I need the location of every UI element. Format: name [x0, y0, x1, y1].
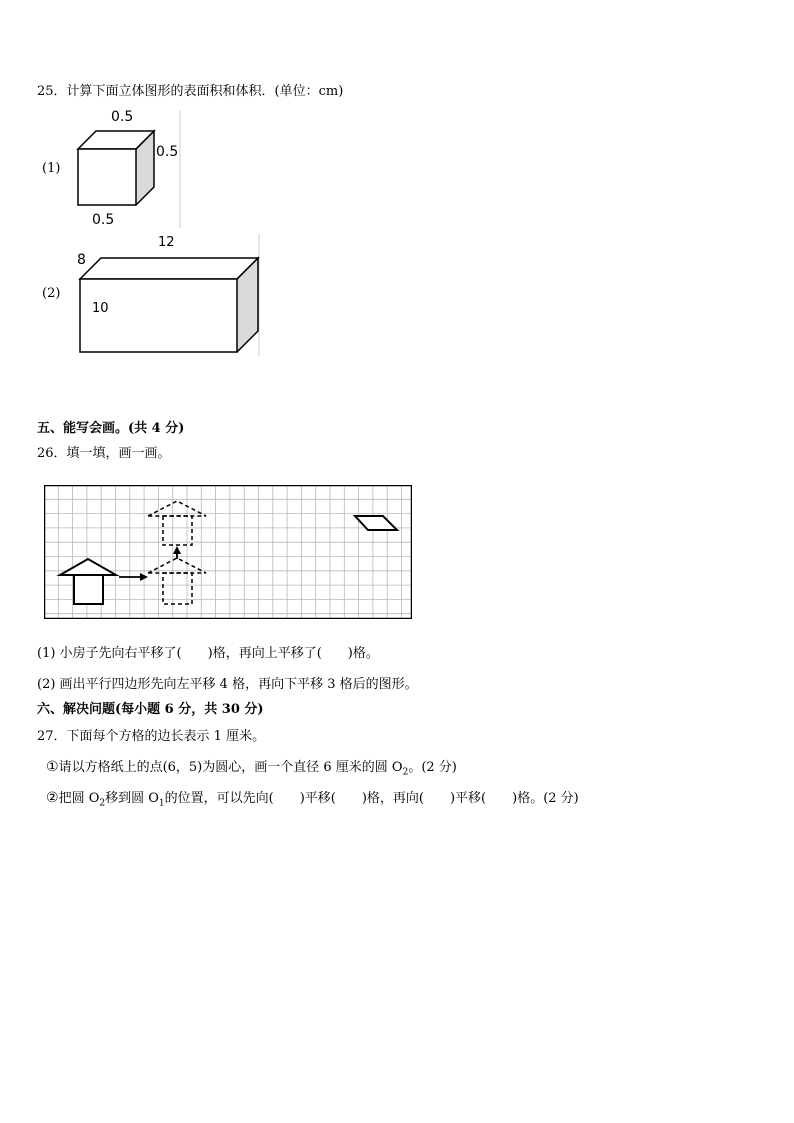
original-house	[60, 559, 116, 604]
item2-text-b: 移到圆 O	[105, 791, 159, 806]
arrow-right	[119, 573, 148, 581]
item1-text-b: 。(2 分)	[408, 760, 457, 775]
dashed-house-moved-up	[148, 501, 206, 545]
section6-title: 六、解决问题(每小题 6 分，共 30 分)	[37, 702, 264, 717]
cuboid-length-dimension: 12	[158, 235, 175, 250]
item2-text-a: 把圆 O	[58, 791, 100, 806]
item2-circled-number: ②	[46, 790, 59, 806]
q26-sub2: (2) 画出平行四边形先向左平移 4 格，再向下平移 3 格后的图形。	[37, 677, 418, 692]
arrow-up	[173, 546, 181, 559]
cuboid-height-dimension: 10	[92, 301, 109, 316]
item2-subscript-1: 2	[99, 798, 106, 809]
q26-title: 26．填一填，画一画。	[37, 446, 171, 461]
cube-figure	[70, 108, 190, 232]
cube-bottom-dimension: 0.5	[92, 212, 115, 228]
q25-title: 25．计算下面立体图形的表面积和体积．(单位：cm)	[37, 84, 344, 99]
dashed-house-moved-right	[148, 558, 206, 604]
q25-part1-label: (1)	[42, 161, 61, 176]
item1-subscript: 2	[402, 767, 409, 778]
q26-sub1: (1) 小房子先向右平移了( )格，再向上平移了( )格。	[37, 646, 379, 661]
translation-grid	[44, 485, 412, 619]
q27-item2	[46, 790, 579, 812]
item2-text-c: 的位置，可以先向( )平移( )格，再向( )平移( )格。(2 分)	[164, 791, 579, 806]
item1-circled-number: ①	[46, 759, 59, 775]
cube-top-dimension: 0.5	[111, 109, 134, 125]
item1-text-a: 请以方格纸上的点(6，5)为圆心，画一个直径 6 厘米的圆 O	[58, 760, 403, 775]
q27-item1	[46, 759, 457, 781]
cuboid-depth-dimension: 8	[77, 252, 86, 268]
q25-part2-label: (2)	[42, 286, 61, 301]
q27-title: 27．下面每个方格的边长表示 1 厘米。	[37, 729, 266, 744]
cuboid-figure	[70, 232, 270, 360]
cube-side-dimension: 0.5	[156, 144, 179, 160]
item2-subscript-2: 1	[158, 798, 165, 809]
section5-title: 五、能写会画。(共 4 分)	[37, 421, 185, 436]
